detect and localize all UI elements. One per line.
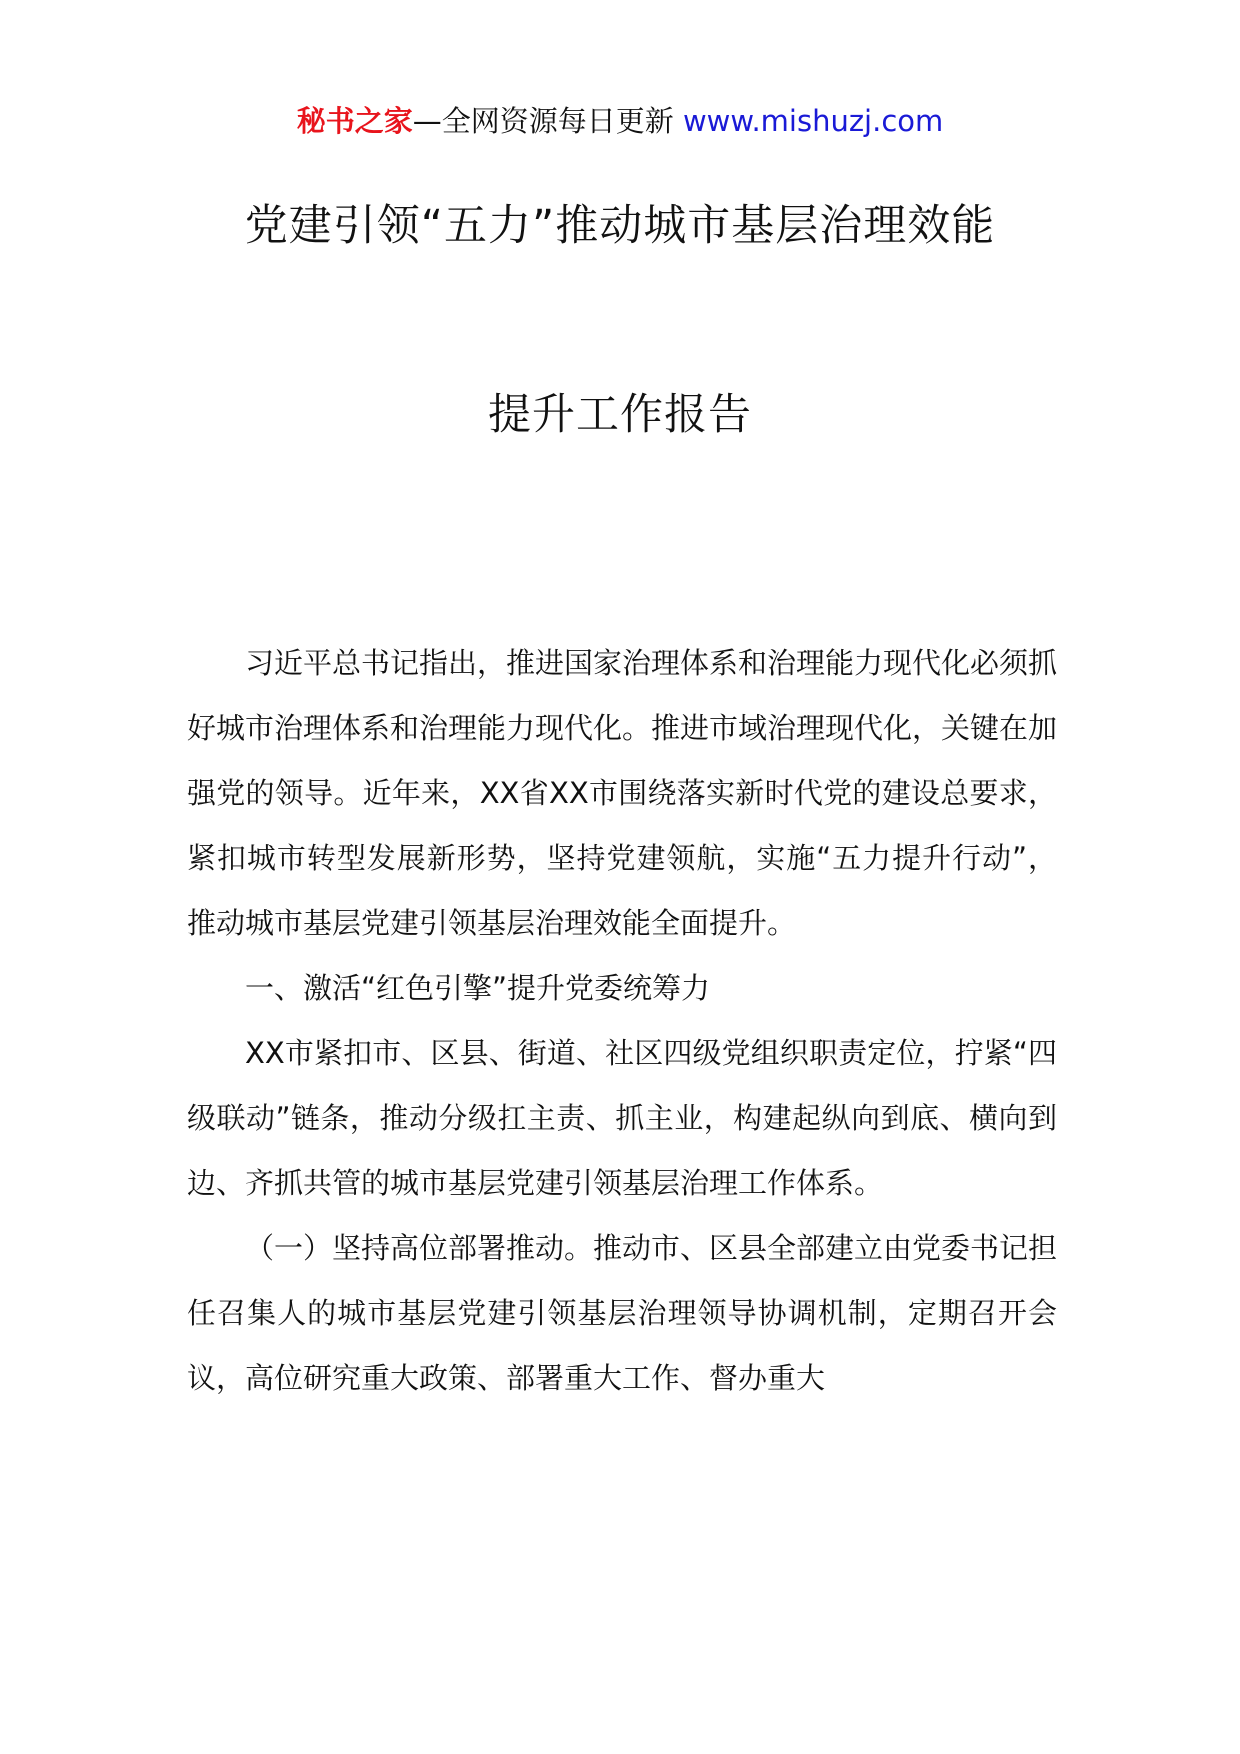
document-title-line-2: 提升工作报告 [488, 390, 752, 440]
header-tagline: —全网资源每日更新 [412, 104, 683, 138]
brand-name: 秘书之家 [296, 104, 413, 138]
document-title-line-1: 党建引领“五力”推动城市基层治理效能 [244, 201, 996, 251]
body-paragraph-section-1: XX市紧扣市、区县、街道、社区四级党组织职责定位，拧紧“四级联动”链条，推动分级扛主责、抓主业，构建起纵向到底、横向到边、齐抓共管的城市基层党建引领基层治理工作体系。 [187, 1036, 1057, 1200]
body-paragraph-intro: 习近平总书记指出，推进国家治理体系和治理能力现代化必须抓好城市治理体系和治理能力现代化。推进市域治理现代化，关键在加强党的领导。近年来，XX省XX市围绕落实新时代党的建设总要求，紧扣城市转型发展新形势，坚持党建领航，实施“五力提升行动”，推动城市基层党建引领基层治理效能全面提升。 [187, 646, 1058, 940]
document-body [187, 631, 1057, 1411]
section-heading-1: 一、激活“红色引擎”提升党委统筹力 [245, 971, 711, 1005]
site-url-link[interactable]: www.mishuzj.com [682, 104, 944, 138]
site-header [0, 100, 1240, 142]
body-paragraph-subsection-1: （一）坚持高位部署推动。推动市、区县全部建立由党委书记担任召集人的城市基层党建引领基层治理领导协调机制，定期召开会议，高位研究重大政策、部署重大工作、督办重大 [187, 1231, 1058, 1395]
